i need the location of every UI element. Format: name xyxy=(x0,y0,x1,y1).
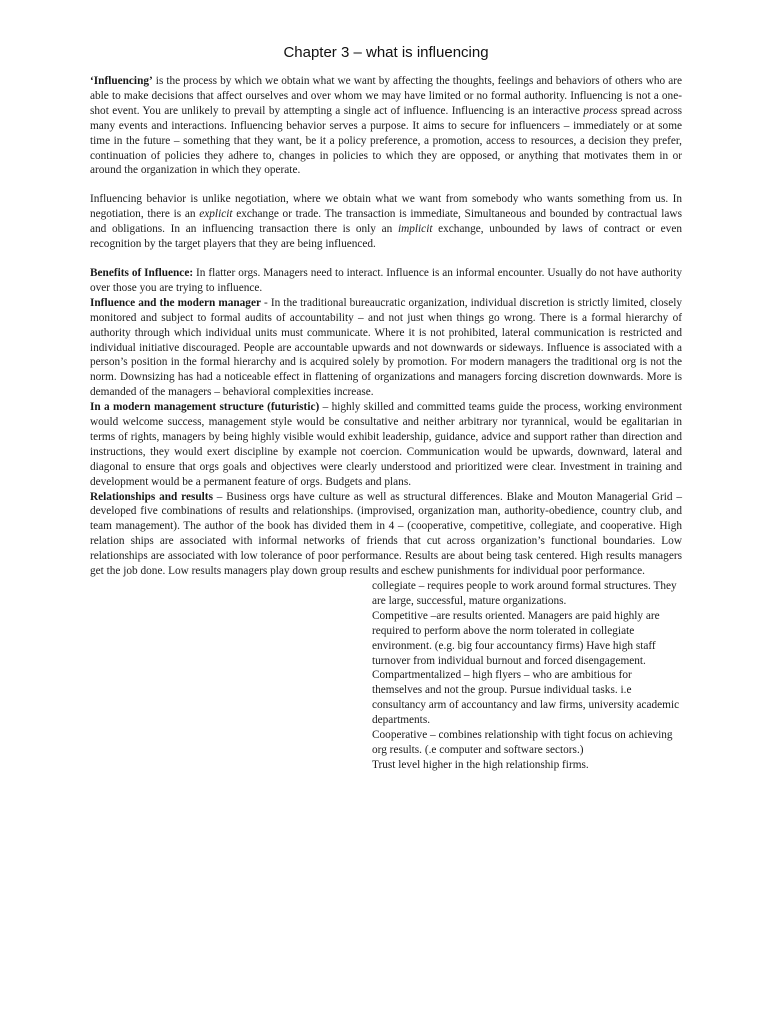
term-influencing: ‘Influencing’ xyxy=(90,75,153,87)
paragraph-benefits xyxy=(90,266,682,296)
text-span: is the process by which we obtain what we want by affecting the thoughts, feelings and behaviors of others who are able to make decisions that affect ourselves and over whom we may have limited or no formal authority. Influencing is not a one-shot event. You are unlikely to prevail by attempting a single act of influence. Influencing is an interactive xyxy=(90,75,682,117)
emphasis-implicit: implicit xyxy=(397,223,433,236)
paragraph-definition xyxy=(90,74,682,178)
text-span: – highly skilled and committed teams guide the process, working environment would welcome success, management style would be consultative and neither arbitrary nor tyrannical, would be egalitarian in terms of rights, managers by being highly visible would exhibit leadership, guidance, advice and support rather than direction and instructions, they would exert discipline by example not coercion. Communication would be upwards, downward, lateral and diagonal to ensure that orgs goals and objectives were clearly understood and prioritized were clear. Investment in training and development would be a permanent feature of orgs. Budgets and plans. xyxy=(90,401,683,488)
text-span: exchange or trade. The transaction is immediate, Simultaneous and bounded by contractual laws and obligations. In an influencing transaction there is only an xyxy=(90,208,682,236)
heading-futuristic: In a modern management structure (futuristic) xyxy=(90,401,320,414)
paragraph-relationships xyxy=(90,490,682,579)
list-item: Cooperative – combines relationship with tight focus on achieving org results. (.e computer and software sectors.) xyxy=(372,729,673,756)
emphasis-process: process xyxy=(583,104,618,117)
trust-note: Trust level higher in the high relationship firms. xyxy=(372,758,589,771)
list-item: Competitive –are results oriented. Managers are paid highly are required to perform above the norm tolerated in collegiate environment. (e.g. big four accountancy firms) Have high staff turnover from individual burnout and forced disengagement. xyxy=(372,609,660,667)
heading-relationships: Relationships and results xyxy=(90,490,213,503)
emphasis-explicit: explicit xyxy=(199,208,233,221)
text-span: Influencing behavior is unlike negotiation, where we obtain what we want from somebody who wants something from us. In negotiation, there is an xyxy=(90,193,682,221)
heading-benefits: Benefits of Influence: xyxy=(90,266,194,279)
paragraph-negotiation xyxy=(90,192,682,252)
org-types-list xyxy=(372,579,682,773)
text-span: – Business orgs have culture as well as structural differences. Blake and Mouton Managerial Grid – developed five combinations of results and relationships. (improvised, organization man, authority-obedience, country club, and team management). The author of the book has divided them in 4 – (cooperative, competitive, collegiate, and cooperative. High relation ships are associated with informal networks of friends that cut across organization’s functional boundaries. Low relationships are associated with low tolerance of poor performance. Results are about being task centered. High results managers get the job done. Low results managers play down group results and eschew punishments for individual poor performance. xyxy=(90,490,682,578)
text-span: - In the traditional bureaucratic organization, individual discretion is strictly limited, closely monitored and subject to formal audits of accountability – and not just when things go wrong. There is a formal hierarchy of authority through which individual units must communicate. Where it is not prohibited, lateral communication is restricted and individual initiative discouraged. People are accountable upwards and not downwards or sideways. Influence is associated with a person’s position in the formal hierarchy and is acquired solely by promotion. For modern managers the traditional org is not the norm. Downsizing has had a noticeable effect in flattening of organizations and managers forcing discretion downwards. More is demanded of the managers – behavioral complexities increase. xyxy=(90,296,682,399)
list-item: collegiate – requires people to work around formal structures. They are large, successful, mature organizations. xyxy=(372,580,677,607)
paragraph-futuristic xyxy=(90,400,682,489)
chapter-title: Chapter 3 – what is influencing xyxy=(283,44,489,61)
document-page xyxy=(90,44,682,773)
text-span: spread across many events and interactions. Influencing behavior serves a purpose. It aims to secure for influencers – immediately or at some time in the future – something that they want, be it a policy preference, a promotion, access to resources, a decision they prefer, continuation of policies they adhere to, changes in policies to which they are opposed, or anything that motivates them in or around the organization in which they operate. xyxy=(90,104,682,177)
heading-modern-manager: Influence and the modern manager xyxy=(90,296,261,309)
paragraph-modern-manager xyxy=(90,296,682,400)
text-span: In flatter orgs. Managers need to interact. Influence is an informal encounter. Usually do not have authority over those you are trying to influence. xyxy=(90,266,682,294)
text-span: exchange, unbounded by laws of contract or even recognition by the target players that they are being influenced. xyxy=(90,223,682,251)
list-item: Compartmentalized – high flyers – who are ambitious for themselves and not the group. Pursue individual tasks. i.e consultancy arm of accountancy and law firms, university academic departments. xyxy=(372,669,680,727)
